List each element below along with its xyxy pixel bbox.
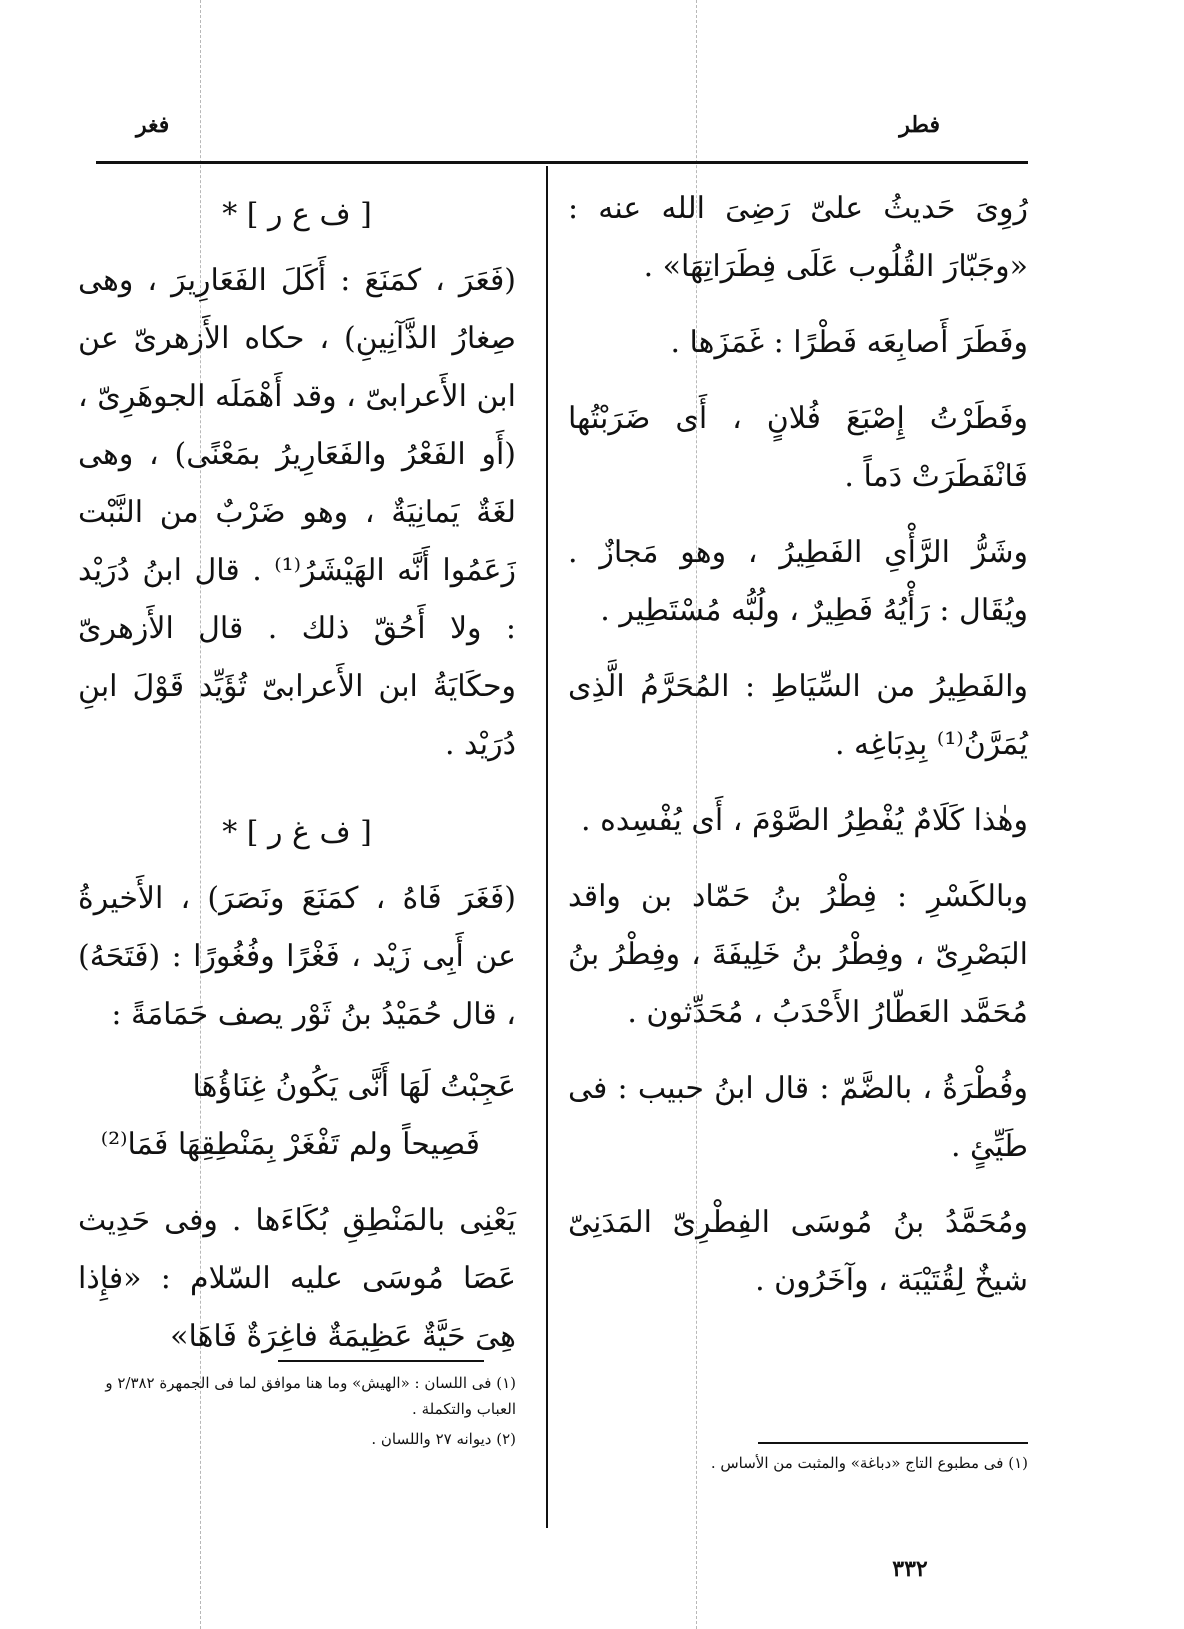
right-paragraph-9: ومُحَمَّدُ بنُ مُوسَى الفِطْرِىّ المَدَنِىّ شيخٌ لِقُتَيْبَة ، وآخَرُون . [568,1205,1028,1298]
left-paragraph-2: (فَغَرَ فَاهُ ، كمَنَعَ ونَصَرَ) ، الأَخيرةُ عن أَبِى زَيْد ، فَغْرًا وفُغُورًا : (فَتَحَهُ) ، قال حُمَيْدُ بنُ ثَوْر يصف حَمَامَةً : [78,881,516,1032]
right-paragraph-1: رُوِىَ حَديثُ علىّ رَضِىَ الله عنه : «وجَبّارَ القُلُوب عَلَى فِطَرَاتِهَا» . [568,191,1028,284]
left-footnote-rule [278,1360,484,1362]
right-paragraph-6: وهٰذا كَلَامٌ يُفْطِرُ الصَّوْمَ ، أَى يُفْسِده . [581,803,1028,838]
right-footnote-rule [758,1442,1028,1444]
entry-heading-fagh: [ ف غ ر ] * [222,815,372,850]
right-paragraph-2: وفَطَرَ أَصابِعَه فَطْرًا : غَمَزَها . [670,325,1028,360]
right-footnote-1: (١) فى مطبوع التاج «دباغة» والمثبت من الأساس . [710,1454,1028,1472]
left-footnote-2: (٢) ديوانه ٢٧ واللسان . [371,1430,516,1448]
verse-line-1: عَجِبْتُ لَهَا أَنَّى يَكُونُ غِنَاؤُهَا [192,1069,516,1104]
right-paragraph-5: والفَطِيرُ من السِّيَاطِ : المُحَرَّمُ الَّذِى يُمَرَّنُ⁽¹⁾ بِدِبَاغِه . [568,669,1028,762]
left-paragraph-1: (فَعَرَ ، كمَنَعَ : أَكَلَ الفَعَارِيرَ ، وهى صِغارُ الذَّآنِينِ) ، حكاه الأَزهرىّ عن ابن الأَعرابىّ ، وقد أَهْمَلَه الجوهَرِىّ ، (أَو الفَعْرُ والفَعَارِيرُ بمَعْنًى) ، وهى لغَةٌ يَمانِيَةٌ ، وهو ضَرْبٌ من النَّبْت زَعَمُوا أَنَّه الهَيْشَرُ⁽¹⁾ . قال ابنُ دُرَيْد : ولا أَحُقّ ذلك . قال الأَزهرىّ وحكَايَةُ ابن الأَعرابىّ تُؤَيِّد قَوْلَ ابنِ دُرَيْد . [78,263,516,762]
entry-heading-fer: [ ف ع ر ] * [222,197,372,232]
right-column [568,180,1028,1310]
right-paragraph-4: وشَرُّ الرَّأْىِ الفَطِيرُ ، وهو مَجازٌ . ويُقَال : رَأْيُهُ فَطِيرٌ ، ولُبُّه مُسْتَطِير . [568,535,1028,628]
right-paragraph-3: وفَطَرْتُ إِصْبَعَ فُلانٍ ، أَى ضَرَبْتُها فَانْفَطَرَتْ دَماً . [568,401,1028,494]
header-left-word: فغر [136,112,170,138]
left-footnote-1: (١) فى اللسان : «الهيش» وما هنا موافق لما فى الجمهرة ٢/٣٨٢ و العباب والتكملة . [105,1374,516,1418]
left-column [78,180,516,1366]
header-rule [96,161,1028,164]
right-paragraph-7: وبالكَسْرِ : فِطْرُ بنُ حَمّاد بن واقد البَصْرِىّ ، وفِطْرُ بنُ خَلِيفَةَ ، وفِطْرُ بنُ مُحَمَّد العَطّارُ الأَحْدَبُ ، مُحَدِّثون . [568,879,1028,1030]
column-divider [546,166,548,1528]
verse-line-2: فَصِيحاً ولم تَفْغَرْ بِمَنْطِقِهَا فَمَا⁽²⁾ [100,1127,480,1162]
page-number: ٣٣٢ [892,1556,928,1582]
right-paragraph-8: وفُطْرَةُ ، بالضَّمّ : قال ابنُ حبيب : فى طَيِّئٍ . [568,1071,1028,1164]
header-right-word: فطر [899,112,940,138]
left-paragraph-3: يَعْنِى بالمَنْطِقِ بُكَاءَها . وفى حَدِيث عَصَا مُوسَى عليه السّلام : «فإِذا هِىَ حَيَّةٌ عَظِيمَةٌ فاغِرَةٌ فَاهَا» [78,1203,516,1354]
